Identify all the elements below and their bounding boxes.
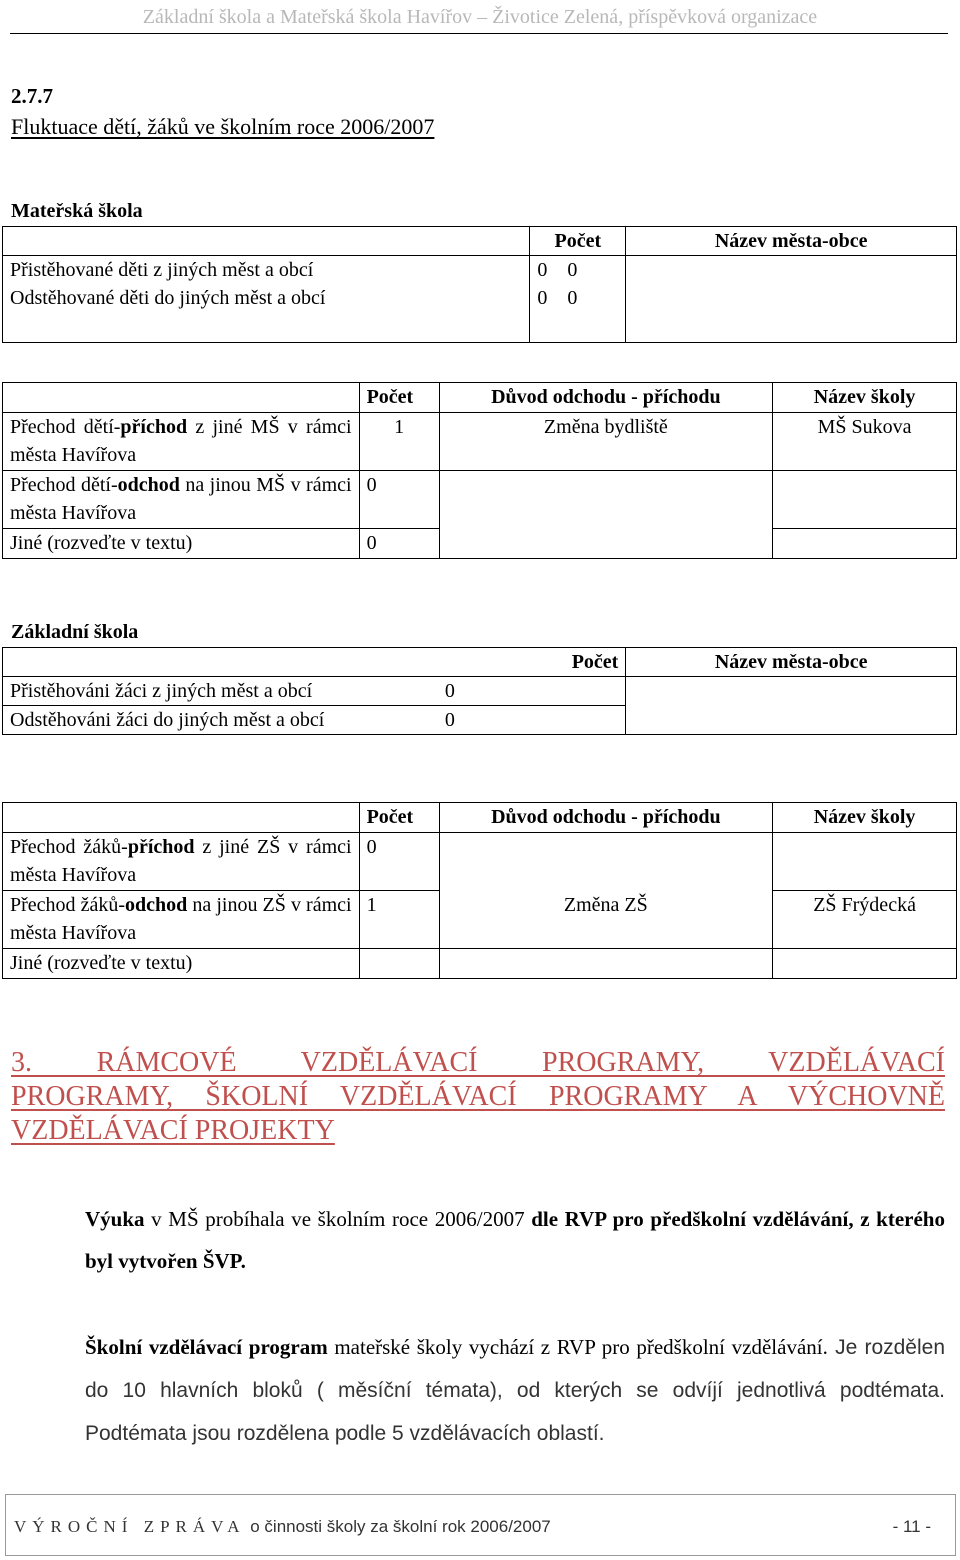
header-title: Základní škola a Mateřská škola Havířov – Životice Zelená, příspěvková organizace [142, 6, 818, 28]
row-count: 0 [359, 471, 439, 529]
ms-transfer-table [2, 382, 957, 559]
para-bold: Školní vzdělávací program [85, 1335, 328, 1359]
row-count: 1 [359, 891, 439, 949]
table-header-row [3, 227, 957, 256]
para-text: v MŠ probíhala ve školním roce 2006/2007 [144, 1207, 532, 1231]
para-text: mateřské školy vychází z RVP pro předškolní vzdělávání. [327, 1335, 828, 1359]
col-count-header: Počet [530, 648, 626, 677]
zs-heading: Základní škola [11, 621, 139, 643]
row-school [773, 833, 957, 891]
row-label: Přechod dětí-odchod na jinou MŠ v rámci města Havířova [3, 471, 360, 529]
table-row [3, 706, 957, 735]
row-school [773, 471, 957, 529]
row-label: Přistěhováni žáci z jiných měst a obcí [3, 677, 530, 706]
row-label: Jiné (rozveďte v textu) [3, 949, 360, 979]
row-count [359, 949, 439, 979]
col-count-header: Počet [530, 227, 626, 256]
col-reason-header: Důvod odchodu - příchodu [439, 803, 773, 833]
table-header-row [3, 383, 957, 413]
row-reason: Změna bydliště [439, 413, 773, 471]
row-label: Přechod žáků-příchod z jiné ZŠ v rámci města Havířova [3, 833, 360, 891]
table-row [3, 256, 957, 285]
table-row [3, 949, 957, 979]
section3-line: 3. RÁMCOVÉ VZDĚLÁVACÍ PROGRAMY, VZDĚLÁVACÍ [11, 1047, 945, 1078]
row-label: Přistěhované děti z jiných měst a obcí [3, 256, 530, 285]
table-cell [3, 383, 360, 413]
row-count: 0 0 [530, 284, 626, 342]
row-city [626, 256, 957, 285]
table-row [3, 471, 957, 529]
table-row [3, 891, 957, 949]
row-count: 0 [530, 706, 626, 735]
footer-report-label: VÝROČNÍ ZPRÁVA [14, 1517, 246, 1536]
row-reason: Změna ZŠ [439, 891, 773, 949]
table-row [3, 529, 957, 559]
table-row [3, 284, 957, 342]
row-count: 0 [530, 677, 626, 706]
table-cell [3, 227, 530, 256]
section-title: Fluktuace dětí, žáků ve školním roce 2006/2007 [11, 114, 435, 139]
section-number: 2.7.7 [11, 84, 53, 108]
col-city-header: Název města-obce [626, 648, 957, 677]
zs-migration-table [2, 647, 957, 735]
header-rule [10, 33, 948, 34]
footer-subtitle: o činnosti školy za školní rok 2006/2007 [245, 1517, 551, 1536]
table-row [3, 677, 957, 706]
table-header-row [3, 803, 957, 833]
table-cell [3, 803, 360, 833]
col-reason-header: Důvod odchodu - příchodu [439, 383, 773, 413]
section3-line: PROGRAMY, ŠKOLNÍ VZDĚLÁVACÍ PROGRAMY A VÝCHOVNĚ [11, 1081, 945, 1112]
row-school: ZŠ Frýdecká [773, 891, 957, 949]
footer-title [14, 1517, 551, 1537]
row-count: 1 [359, 413, 439, 471]
row-label: Jiné (rozveďte v textu) [3, 529, 360, 559]
row-school [773, 949, 957, 979]
row-label: Odstěhované děti do jiných měst a obcí [3, 284, 530, 342]
row-school [773, 529, 957, 559]
row-school: MŠ Sukova [773, 413, 957, 471]
col-count-header: Počet [359, 803, 439, 833]
section3-heading [11, 1046, 945, 1148]
row-label: Odstěhováni žáci do jiných měst a obcí [3, 706, 530, 735]
table-row [3, 833, 957, 891]
row-city [626, 706, 957, 735]
table-row [3, 413, 957, 471]
row-count: 0 [359, 529, 439, 559]
col-school-header: Název školy [773, 803, 957, 833]
page-header [0, 0, 960, 40]
ms-heading: Mateřská škola [11, 200, 143, 222]
row-count: 0 0 [530, 256, 626, 285]
row-label: Přechod dětí-příchod z jiné MŠ v rámci města Havířova [3, 413, 360, 471]
table-header-row [3, 648, 957, 677]
row-count: 0 [359, 833, 439, 891]
col-city-header: Název města-obce [626, 227, 957, 256]
para-bold: dle RVP pro předškolní vzdělávání, z kterého byl vytvořen ŠVP. [85, 1207, 945, 1273]
row-reason [439, 949, 773, 979]
row-city [626, 284, 957, 342]
zs-transfer-table [2, 802, 957, 979]
page-footer [5, 1494, 956, 1556]
row-label: Přechod žáků-odchod na jinou ZŠ v rámci města Havířova [3, 891, 360, 949]
paragraph-svp [11, 1326, 945, 1455]
page-number: - 11 - [892, 1517, 931, 1536]
row-reason [439, 833, 773, 891]
para-bold: Výuka [85, 1207, 145, 1231]
row-reason [439, 529, 773, 559]
row-reason [439, 471, 773, 529]
table-cell [3, 648, 530, 677]
section3-line: VZDĚLÁVACÍ PROJEKTY [11, 1115, 335, 1146]
ms-migration-table [2, 226, 957, 343]
para-text: Je rozdělen do 10 hlavních bloků ( měsíční témata), od kterých se odvíjí jednotlivá podtémata. Podtémata jsou rozdělena podle 5 vzdělávacích oblastí. [85, 1336, 946, 1445]
col-school-header: Název školy [773, 383, 957, 413]
paragraph-rvp [11, 1198, 945, 1282]
col-count-header: Počet [359, 383, 439, 413]
row-city [626, 677, 957, 706]
